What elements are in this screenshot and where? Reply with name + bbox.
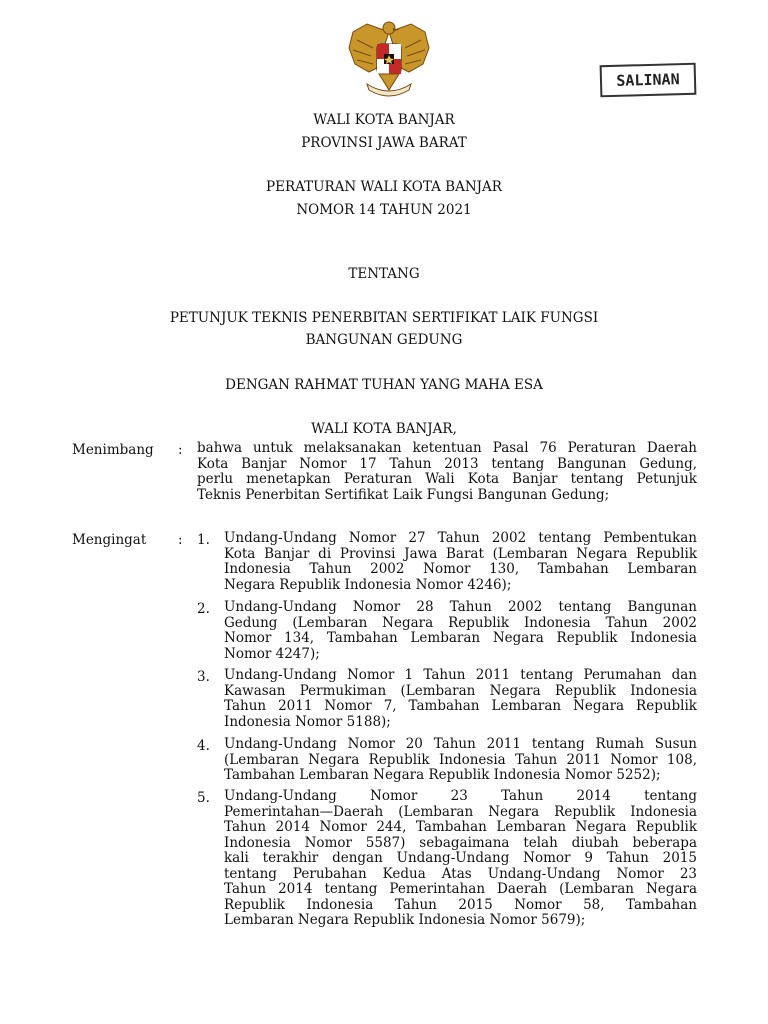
list-item-line: Tahun 2014 Nomor 244, Tambahan Lembaran Negara Republik <box>224 819 697 835</box>
list-item-line: Tahun 2011 Nomor 7, Tambahan Lembaran Negara Republik <box>224 698 697 714</box>
menimbang-text <box>197 441 697 503</box>
list-item-number: 5. <box>197 790 210 806</box>
list-item-line: kali terakhir dengan Undang-Undang Nomor 9 Tahun 2015 <box>224 850 697 866</box>
list-item <box>224 668 697 730</box>
list-item <box>224 789 697 929</box>
blessing-line: DENGAN RAHMAT TUHAN YANG MAHA ESA <box>225 377 543 393</box>
list-item-line: Undang-Undang Nomor 1 Tahun 2011 tentang Perumahan dan <box>224 667 697 683</box>
list-item-number: 2. <box>197 601 210 617</box>
mengingat-colon: : <box>178 532 183 548</box>
authority-line: WALI KOTA BANJAR, <box>311 421 457 437</box>
list-item-line: Negara Republik Indonesia Nomor 4246); <box>224 576 512 593</box>
list-item-line: Pemerintahan—Daerah (Lembaran Negara Republik Indonesia <box>224 803 697 820</box>
subject-line-2: BANGUNAN GEDUNG <box>305 332 463 348</box>
garuda-emblem-icon <box>343 18 435 100</box>
regulation-number: NOMOR 14 TAHUN 2021 <box>296 202 472 218</box>
list-item-line: Undang-Undang Nomor 27 Tahun 2002 tentang Pembentukan <box>224 530 697 546</box>
list-item-line: Tambahan Lembaran Negara Republik Indonesia Nomor 5252); <box>224 767 661 783</box>
menimbang-line: bahwa untuk melaksanakan ketentuan Pasal 76 Peraturan Daerah <box>197 440 697 456</box>
list-item-number: 4. <box>197 738 210 754</box>
issuer-title: WALI KOTA BANJAR <box>313 112 455 128</box>
list-item-line: Tahun 2014 tentang Pemerintahan Daerah (Lembaran Negara <box>224 881 697 897</box>
menimbang-label: Menimbang <box>72 442 154 458</box>
menimbang-line: Kota Banjar Nomor 17 Tahun 2013 tentang Bangunan Gedung, <box>197 455 697 472</box>
list-item-line: (Lembaran Negara Republik Indonesia Tahun 2011 Nomor 108, <box>224 751 697 768</box>
subject-line-1: PETUNJUK TEKNIS PENERBITAN SERTIFIKAT LAIK FUNGSI <box>169 310 599 326</box>
mengingat-label: Mengingat <box>72 532 147 548</box>
list-item-line: Lembaran Negara Republik Indonesia Nomor 5679); <box>224 912 586 928</box>
regulation-title: PERATURAN WALI KOTA BANJAR <box>266 179 502 195</box>
list-item-line: Nomor 134, Tambahan Lembaran Negara Republik Indonesia <box>224 630 697 646</box>
about-heading: TENTANG <box>348 266 420 282</box>
menimbang-colon: : <box>178 442 183 458</box>
list-item-line: Kota Banjar di Provinsi Jawa Barat (Lembaran Negara Republik <box>224 545 697 562</box>
list-item-line: Nomor 4247); <box>224 645 320 662</box>
list-item-line: Kawasan Permukiman (Lembaran Negara Republik Indonesia <box>224 682 697 699</box>
list-item-line: Undang-Undang Nomor 23 Tahun 2014 tentang <box>224 788 697 804</box>
list-item-line: Indonesia Nomor 5587) sebagaimana telah diubah beberapa <box>224 834 697 851</box>
menimbang-line: Teknis Penerbitan Sertifikat Laik Fungsi Bangunan Gedung; <box>197 486 610 503</box>
menimbang-line: perlu menetapkan Peraturan Wali Kota Banjar tentang Petunjuk <box>197 471 697 487</box>
salinan-stamp: SALINAN <box>600 63 697 98</box>
list-item-line: Indonesia Nomor 5188); <box>224 713 391 730</box>
list-item-number: 1. <box>197 532 210 548</box>
list-item-line: Gedung (Lembaran Negara Republik Indonesia Tahun 2002 <box>224 614 697 631</box>
list-item-line: tentang Perubahan Kedua Atas Undang-Undang Nomor 23 <box>224 865 697 882</box>
issuer-province: PROVINSI JAWA BARAT <box>301 135 467 151</box>
list-item-line: Republik Indonesia Tahun 2015 Nomor 58, Tambahan <box>224 896 697 913</box>
list-item-line: Undang-Undang Nomor 20 Tahun 2011 tentang Rumah Susun <box>224 736 697 752</box>
list-item-line: Indonesia Tahun 2002 Nomor 130, Tambahan Lembaran <box>224 561 697 577</box>
list-item <box>224 600 697 662</box>
list-item <box>224 531 697 593</box>
list-item-line: Undang-Undang Nomor 28 Tahun 2002 tentang Bangunan <box>224 599 697 615</box>
list-item-number: 3. <box>197 669 210 685</box>
list-item <box>224 737 697 784</box>
